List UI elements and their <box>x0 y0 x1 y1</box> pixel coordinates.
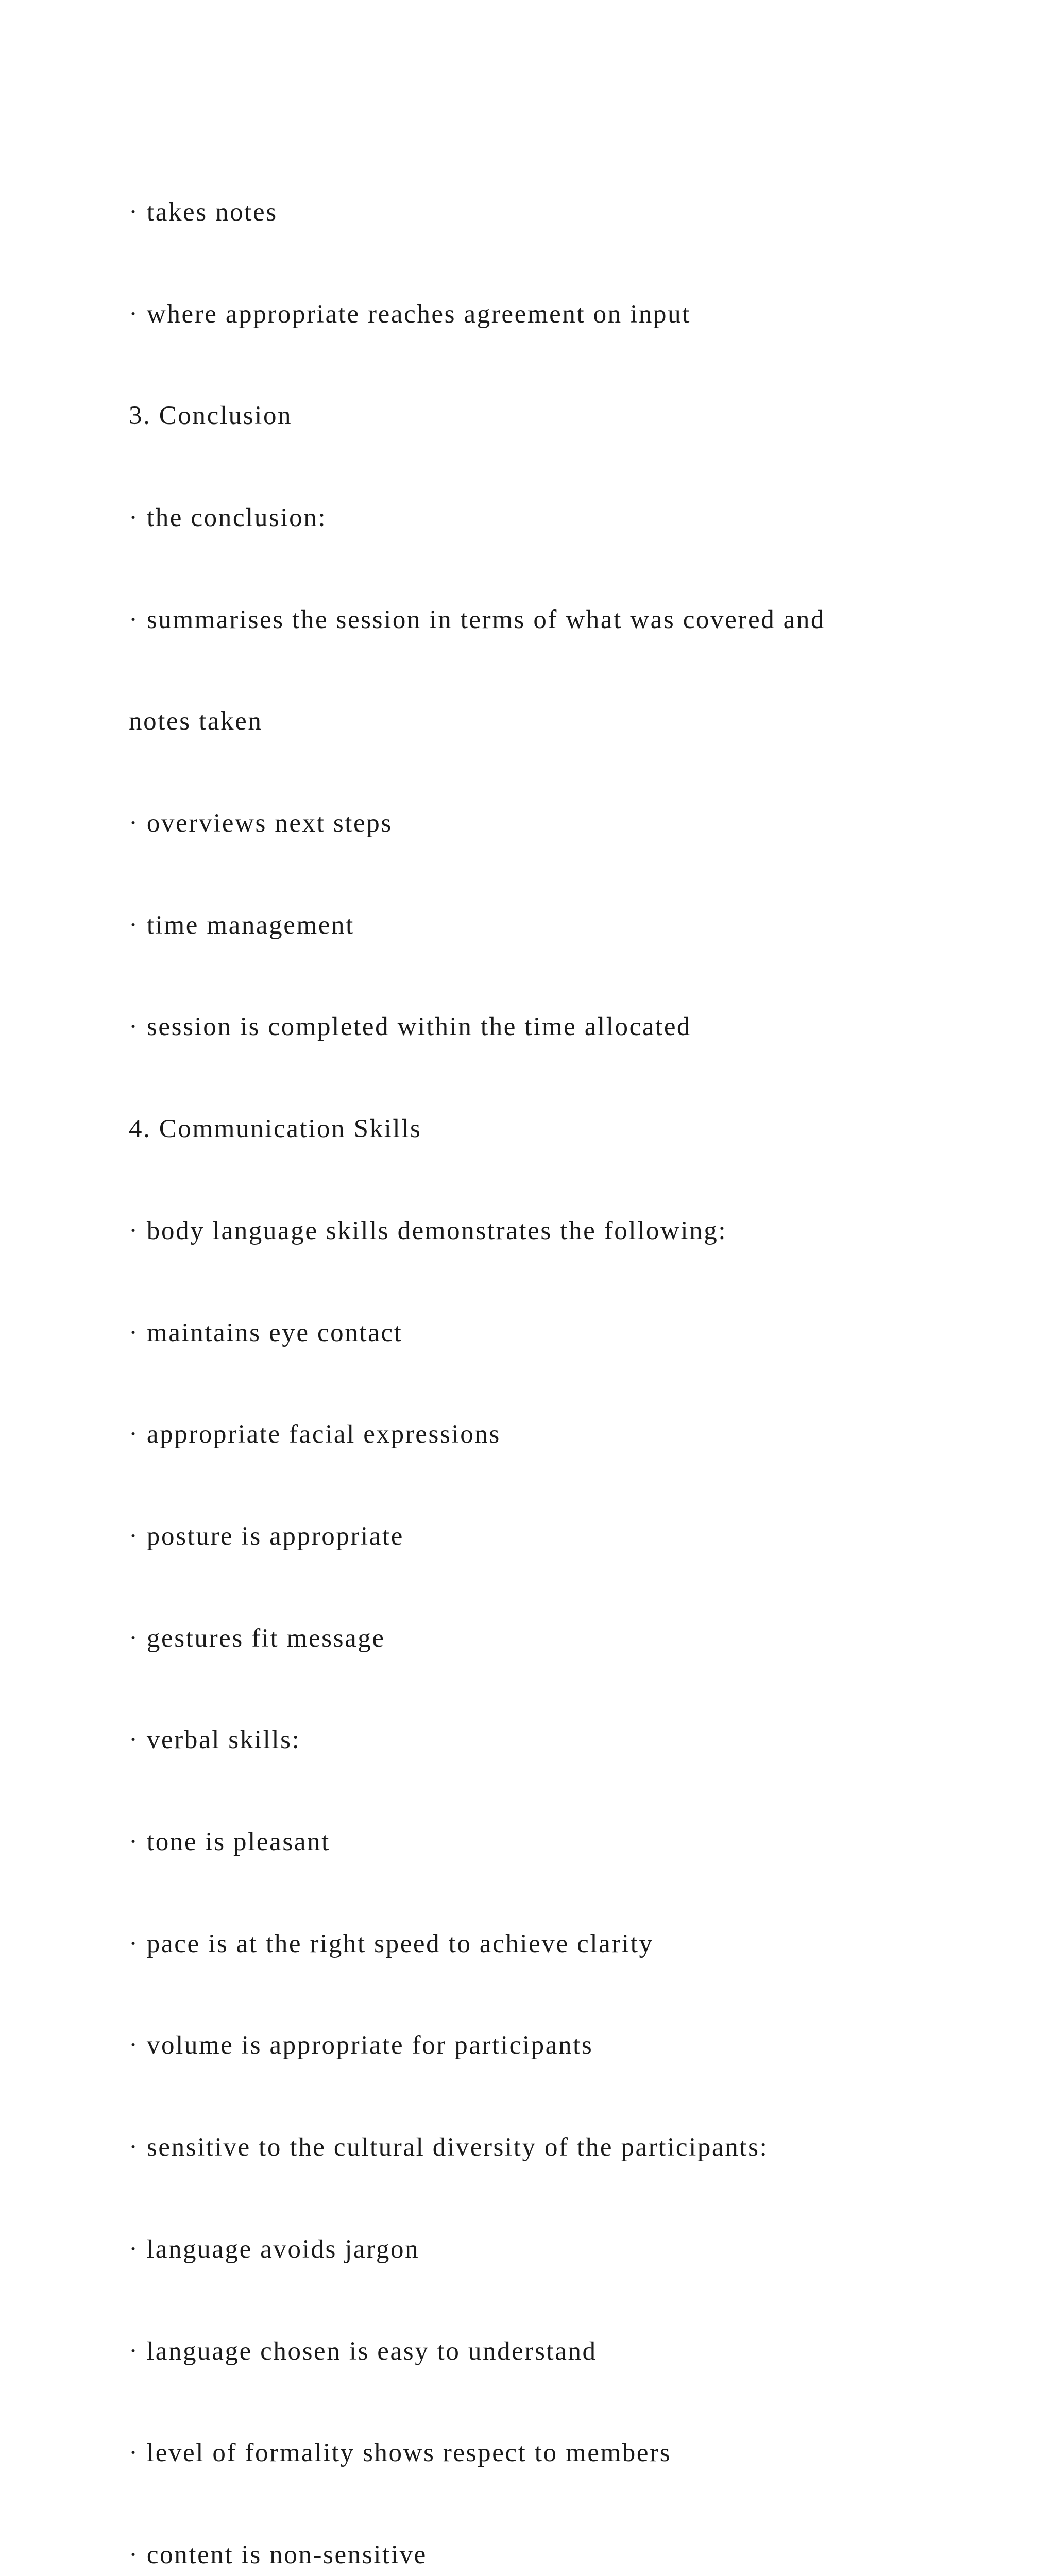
text-line: · posture is appropriate <box>129 1521 404 1551</box>
text-line: · appropriate facial expressions <box>129 1420 501 1449</box>
text-line: · takes notes <box>129 197 278 227</box>
text-line: · session is completed within the time allocated <box>129 1012 692 1042</box>
text-line: · maintains eye contact <box>129 1318 403 1347</box>
text-line: · gestures fit message <box>129 1623 385 1653</box>
text-line: · language avoids jargon <box>129 2234 420 2264</box>
text-line: · content is non-sensitive <box>129 2540 427 2569</box>
text-line: · time management <box>129 910 354 940</box>
text-line: · overviews next steps <box>129 809 393 838</box>
text-line: · volume is appropriate for participants <box>129 2031 593 2060</box>
section-heading: 4. Communication Skills <box>129 1114 422 1144</box>
text-line: · language chosen is easy to understand <box>129 2336 597 2366</box>
document-body <box>129 128 932 2576</box>
text-line: · the conclusion: <box>129 503 327 532</box>
text-line: · level of formality shows respect to members <box>129 2438 672 2468</box>
text-line: · pace is at the right speed to achieve clarity <box>129 1929 654 1958</box>
section-heading: 3. Conclusion <box>129 401 293 431</box>
text-line: · sensitive to the cultural diversity of the participants: <box>129 2133 769 2162</box>
text-line: · verbal skills: <box>129 1725 301 1755</box>
text-line: notes taken <box>129 707 263 736</box>
text-line: · where appropriate reaches agreement on input <box>129 299 691 329</box>
text-line: · summarises the session in terms of what was covered and <box>129 605 826 634</box>
text-line: · tone is pleasant <box>129 1827 330 1857</box>
text-line: · body language skills demonstrates the following: <box>129 1216 727 1245</box>
